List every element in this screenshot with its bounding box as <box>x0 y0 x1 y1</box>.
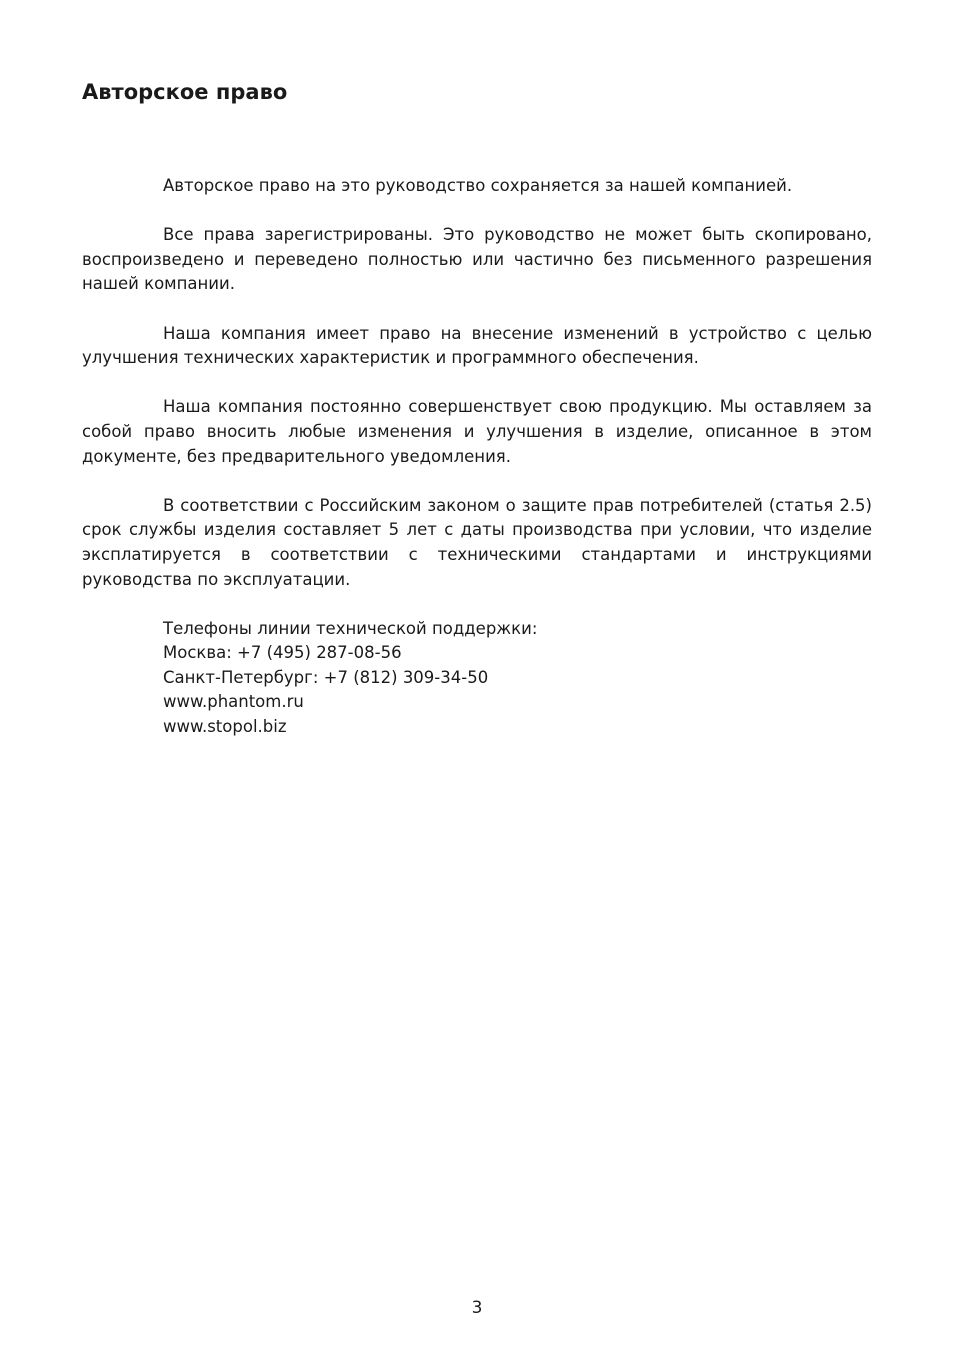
paragraph-service-life: В соответствии с Российским законом о защите прав потребителей (статья 2.5) срок службы изделия составляет 5 лет с даты производства при условии, что изделие эксплатируется в соответствии с техническими стандартами и инструкциями руководства по эксплуатации. <box>82 495 872 589</box>
support-phone-spb: Санкт-Петербург: +7 (812) 309-34-50 <box>163 667 489 687</box>
paragraph-improvements: Наша компания постоянно совершенствует свою продукцию. Мы оставляем за собой право вносить любые изменения и улучшения в изделие, описанное в этом документе, без предварительного уведомления. <box>82 397 872 466</box>
paragraph-rights-reserved: Все права зарегистрированы. Это руководство не может быть скопировано, воспроизведено и переведено полностью или частично без письменного разрешения нашей компании. <box>82 225 872 294</box>
support-contacts <box>82 617 872 740</box>
support-heading: Телефоны линии технической поддержки: <box>163 618 538 638</box>
paragraph-modifications: Наша компания имеет право на внесение изменений в устройство с целью улучшения технических характеристик и программного обеспечения. <box>82 323 872 368</box>
website-link-stopol[interactable]: www.stopol.biz <box>163 717 287 737</box>
paragraph-copyright: Авторское право на это руководство сохраняется за нашей компанией. <box>163 176 793 195</box>
page-number: 3 <box>471 1298 483 1318</box>
support-phone-moscow: Москва: +7 (495) 287-08-56 <box>163 643 402 663</box>
website-link-phantom[interactable]: www.phantom.ru <box>163 692 304 712</box>
document-body <box>82 174 872 740</box>
page-title: Авторское право <box>82 80 288 104</box>
